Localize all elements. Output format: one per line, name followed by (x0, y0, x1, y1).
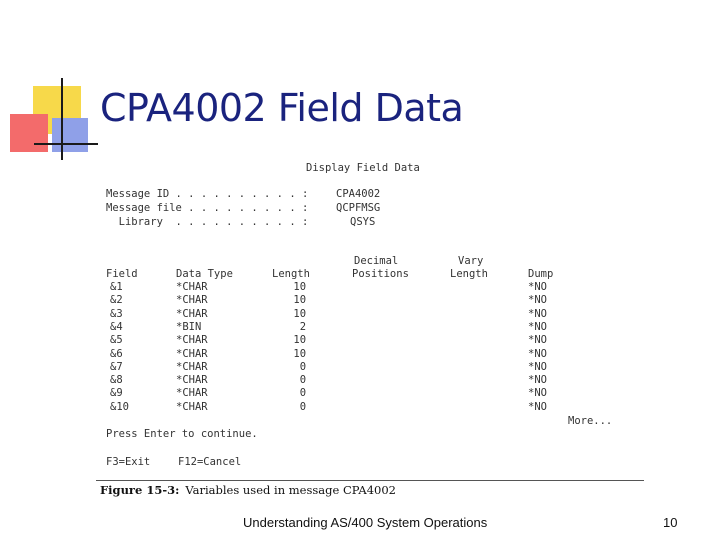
row-dump: *NO (528, 307, 547, 320)
page-number: 10 (663, 515, 678, 530)
row-length: 0 (299, 374, 307, 387)
figure-terminal-screen (96, 160, 646, 480)
row-length: 0 (299, 360, 307, 373)
footer-text: Understanding AS/400 System Operations (243, 515, 488, 530)
row-field: &5 (110, 334, 123, 347)
row-dump: *NO (528, 320, 547, 333)
row-dump: *NO (528, 281, 547, 293)
row-length: 10 (293, 347, 307, 360)
decorative-corner-graphic (0, 0, 100, 170)
slide-title: CPA4002 Field Data (100, 86, 464, 130)
vertical-line-decoration (61, 78, 63, 160)
caption-text: Variables used in message CPA4002 (185, 483, 396, 497)
message-id-label: Message ID . . . . . . . . . . : (106, 188, 309, 200)
message-id-value: CPA4002 (336, 188, 381, 200)
row-length: 2 (299, 320, 307, 333)
row-dump: *NO (528, 347, 547, 360)
horizontal-line-decoration (34, 143, 98, 145)
row-data-type: *CHAR (176, 307, 208, 320)
row-data-type: *CHAR (176, 347, 208, 360)
row-data-type: *CHAR (176, 334, 208, 347)
f3-exit-key: F3=Exit (106, 456, 151, 468)
message-file-label: Message file . . . . . . . . . : (106, 202, 309, 214)
vary-length-column-header: Length (450, 268, 488, 280)
row-field: &7 (110, 360, 123, 373)
row-field: &4 (110, 320, 123, 333)
field-column-header: Field (106, 268, 138, 280)
row-length: 10 (293, 334, 307, 347)
positions-column-header: Positions (352, 268, 409, 280)
row-field: &3 (110, 307, 123, 320)
dump-column-header: Dump (528, 268, 554, 280)
row-data-type: *BIN (176, 320, 202, 333)
screen-title: Display Field Data (306, 162, 420, 174)
row-length: 10 (293, 294, 307, 307)
f12-cancel-key: F12=Cancel (178, 456, 242, 468)
row-dump: *NO (528, 360, 547, 373)
figure-divider (96, 480, 644, 481)
row-length: 10 (293, 281, 307, 293)
library-value: QSYS (350, 216, 376, 228)
row-data-type: *CHAR (176, 374, 208, 387)
row-field: &8 (110, 374, 123, 387)
press-enter-text: Press Enter to continue. (106, 428, 258, 440)
library-label: Library . . . . . . . . . . : (106, 216, 309, 228)
row-data-type: *CHAR (176, 294, 208, 307)
message-file-value: QCPFMSG (336, 202, 381, 214)
row-data-type: *CHAR (176, 400, 208, 413)
figure-caption (100, 483, 396, 497)
row-length: 0 (299, 400, 307, 413)
decimal-column-header: Decimal (354, 255, 399, 267)
row-dump: *NO (528, 400, 547, 413)
vary-column-header: Vary (458, 255, 484, 267)
row-field: &1 (110, 281, 123, 293)
row-field: &9 (110, 387, 123, 400)
row-data-type: *CHAR (176, 360, 208, 373)
row-field: &10 (110, 400, 129, 413)
row-dump: *NO (528, 387, 547, 400)
row-dump: *NO (528, 294, 547, 307)
row-field: &6 (110, 347, 123, 360)
caption-label: Figure 15-3: (100, 483, 180, 497)
row-dump: *NO (528, 334, 547, 347)
row-dump: *NO (528, 374, 547, 387)
data-type-column-header: Data Type (176, 268, 233, 280)
length-column-header: Length (272, 268, 310, 280)
row-length: 10 (293, 307, 307, 320)
row-data-type: *CHAR (176, 387, 208, 400)
red-square-decoration (10, 114, 48, 152)
row-length: 0 (299, 387, 307, 400)
more-indicator: More... (568, 415, 613, 427)
row-data-type: *CHAR (176, 281, 208, 293)
row-field: &2 (110, 294, 123, 307)
blue-square-decoration (52, 118, 88, 152)
